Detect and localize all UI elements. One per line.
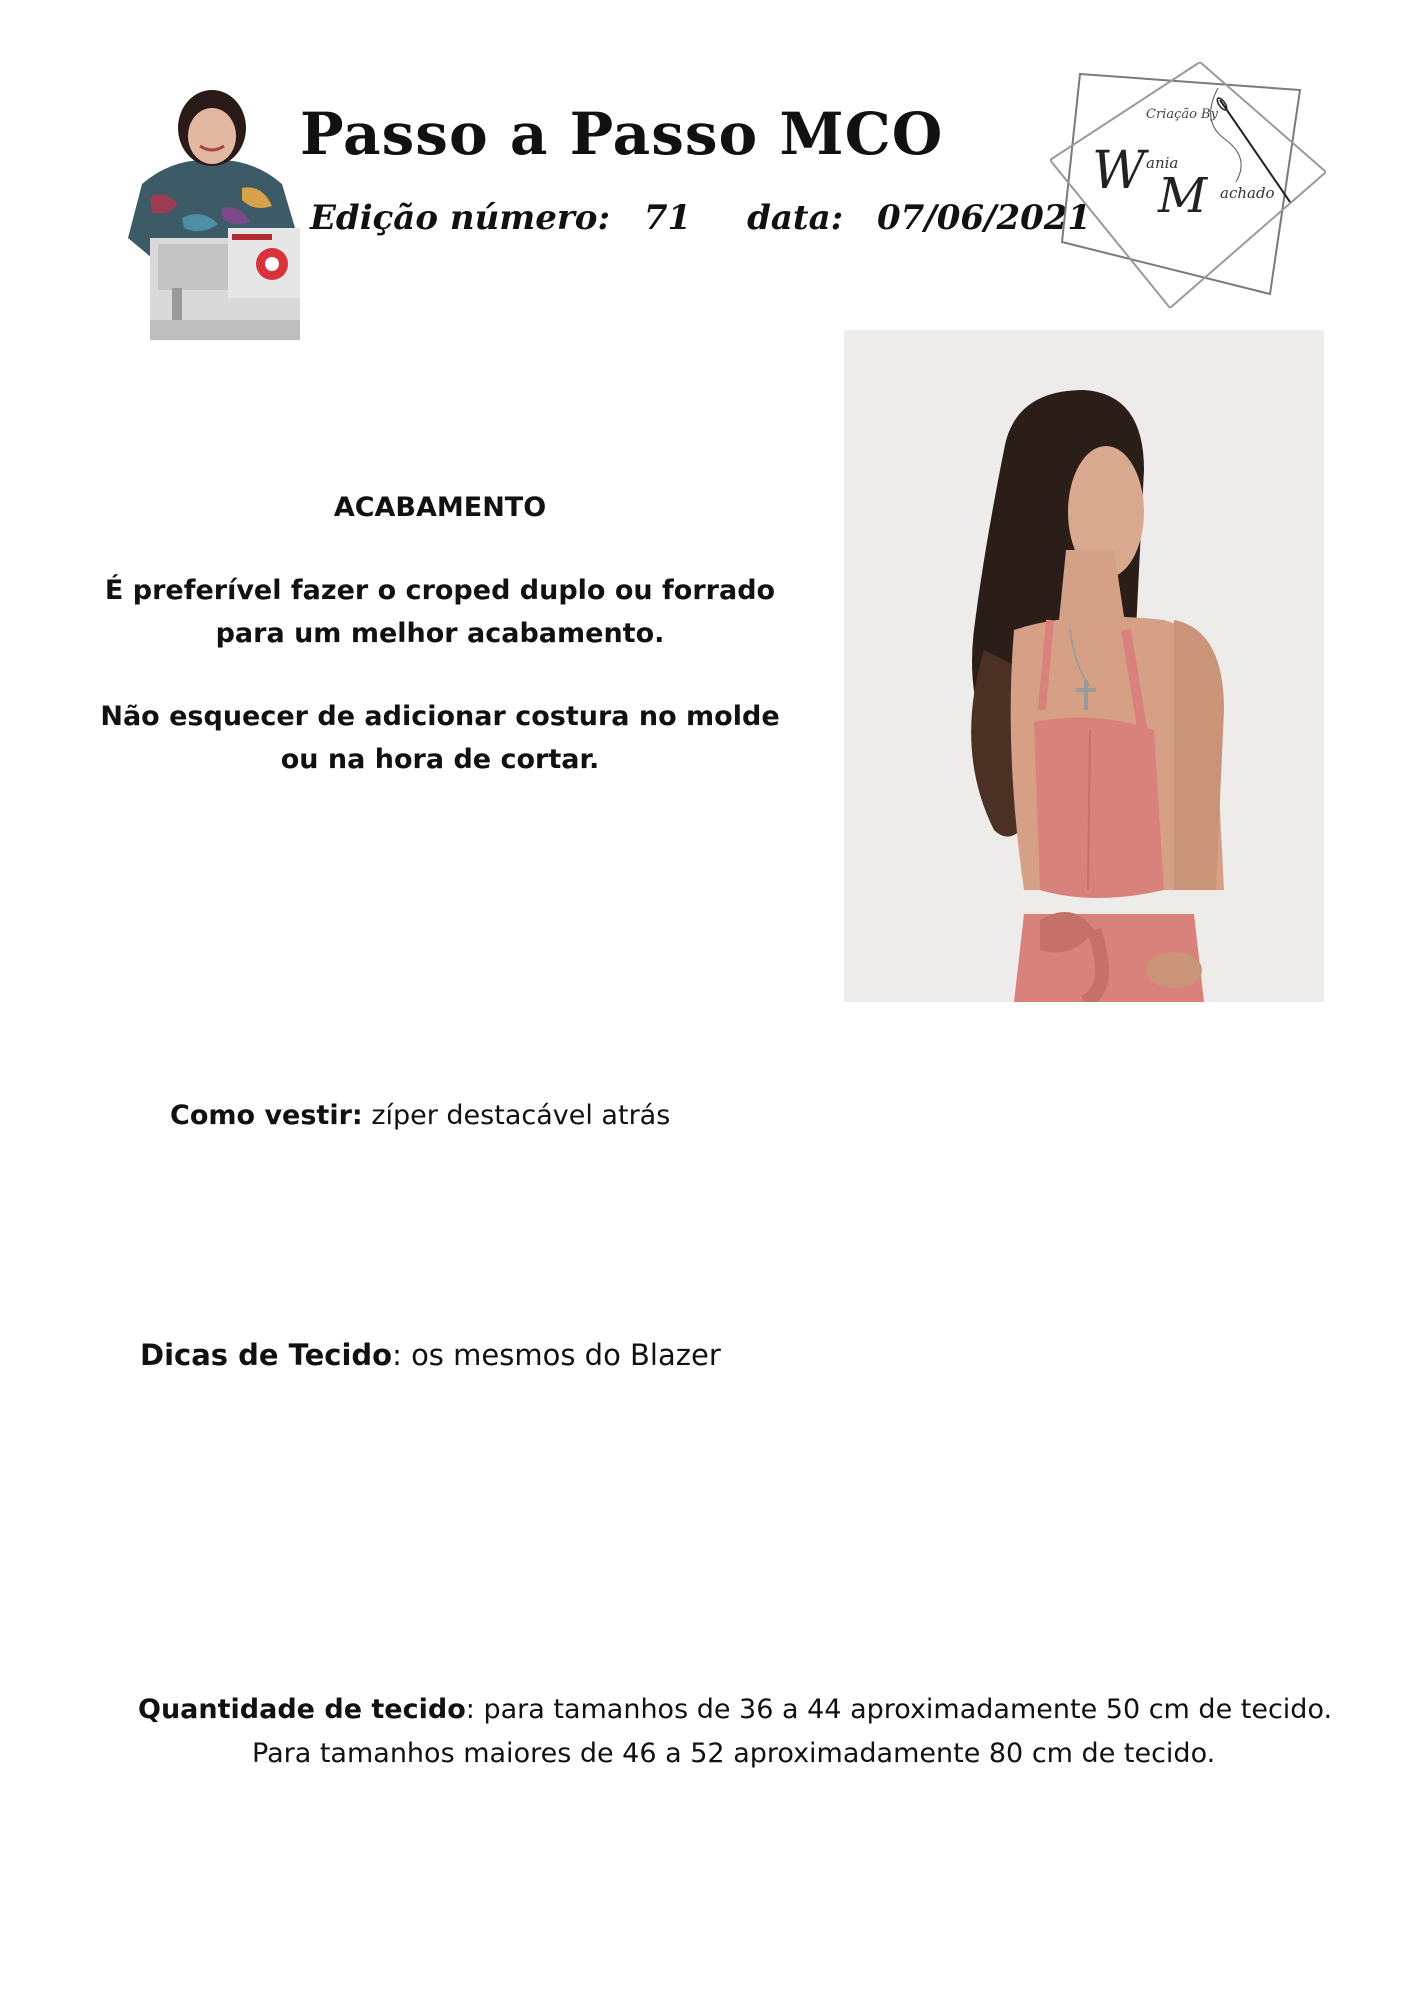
fabric-tips-value: : os mesmos do Blazer	[392, 1338, 721, 1372]
svg-text:M: M	[1158, 168, 1208, 224]
fabric-quantity-label: Quantidade de tecido	[138, 1694, 466, 1725]
edition-number: 71	[643, 198, 692, 238]
svg-text:achado: achado	[1220, 184, 1275, 202]
svg-text:Criação By: Criação By	[1146, 107, 1218, 122]
how-to-wear-value: zíper destacável atrás	[371, 1100, 671, 1131]
svg-text:ania: ania	[1146, 154, 1179, 172]
date-value: 07/06/2021	[877, 198, 1092, 238]
finishing-heading: ACABAMENTO	[333, 492, 547, 523]
fabric-quantity-line-2: Para tamanhos maiores de 46 a 52 aproximadamente 80 cm de tecido.	[252, 1738, 1216, 1769]
model-photo	[844, 330, 1324, 1002]
how-to-wear-label: Como vestir:	[170, 1100, 363, 1131]
fabric-quantity	[138, 1694, 1332, 1725]
finishing-section	[90, 486, 790, 781]
author-photo	[122, 88, 304, 340]
svg-text:W: W	[1092, 141, 1146, 201]
fabric-quantity-value-line-1: : para tamanhos de 36 a 44 aproximadamente 50 cm de tecido.	[465, 1694, 1333, 1725]
finishing-paragraph-1-line-1: É preferível fazer o croped duplo ou forrado	[104, 575, 776, 606]
page-title: Passo a Passo MCO	[300, 100, 944, 168]
how-to-wear	[170, 1100, 670, 1131]
finishing-paragraph-2-line-1: Não esquecer de adicionar costura no molde	[100, 701, 780, 732]
date-label: data:	[747, 198, 844, 238]
edition-label: Edição número:	[310, 198, 611, 238]
fabric-tips	[140, 1338, 721, 1372]
edition-line	[310, 198, 1091, 238]
brand-logo	[1050, 62, 1326, 308]
finishing-paragraph-2-line-2: ou na hora de cortar.	[280, 744, 600, 775]
finishing-paragraph-1-line-2: para um melhor acabamento.	[215, 618, 665, 649]
fabric-tips-label: Dicas de Tecido	[140, 1338, 393, 1372]
